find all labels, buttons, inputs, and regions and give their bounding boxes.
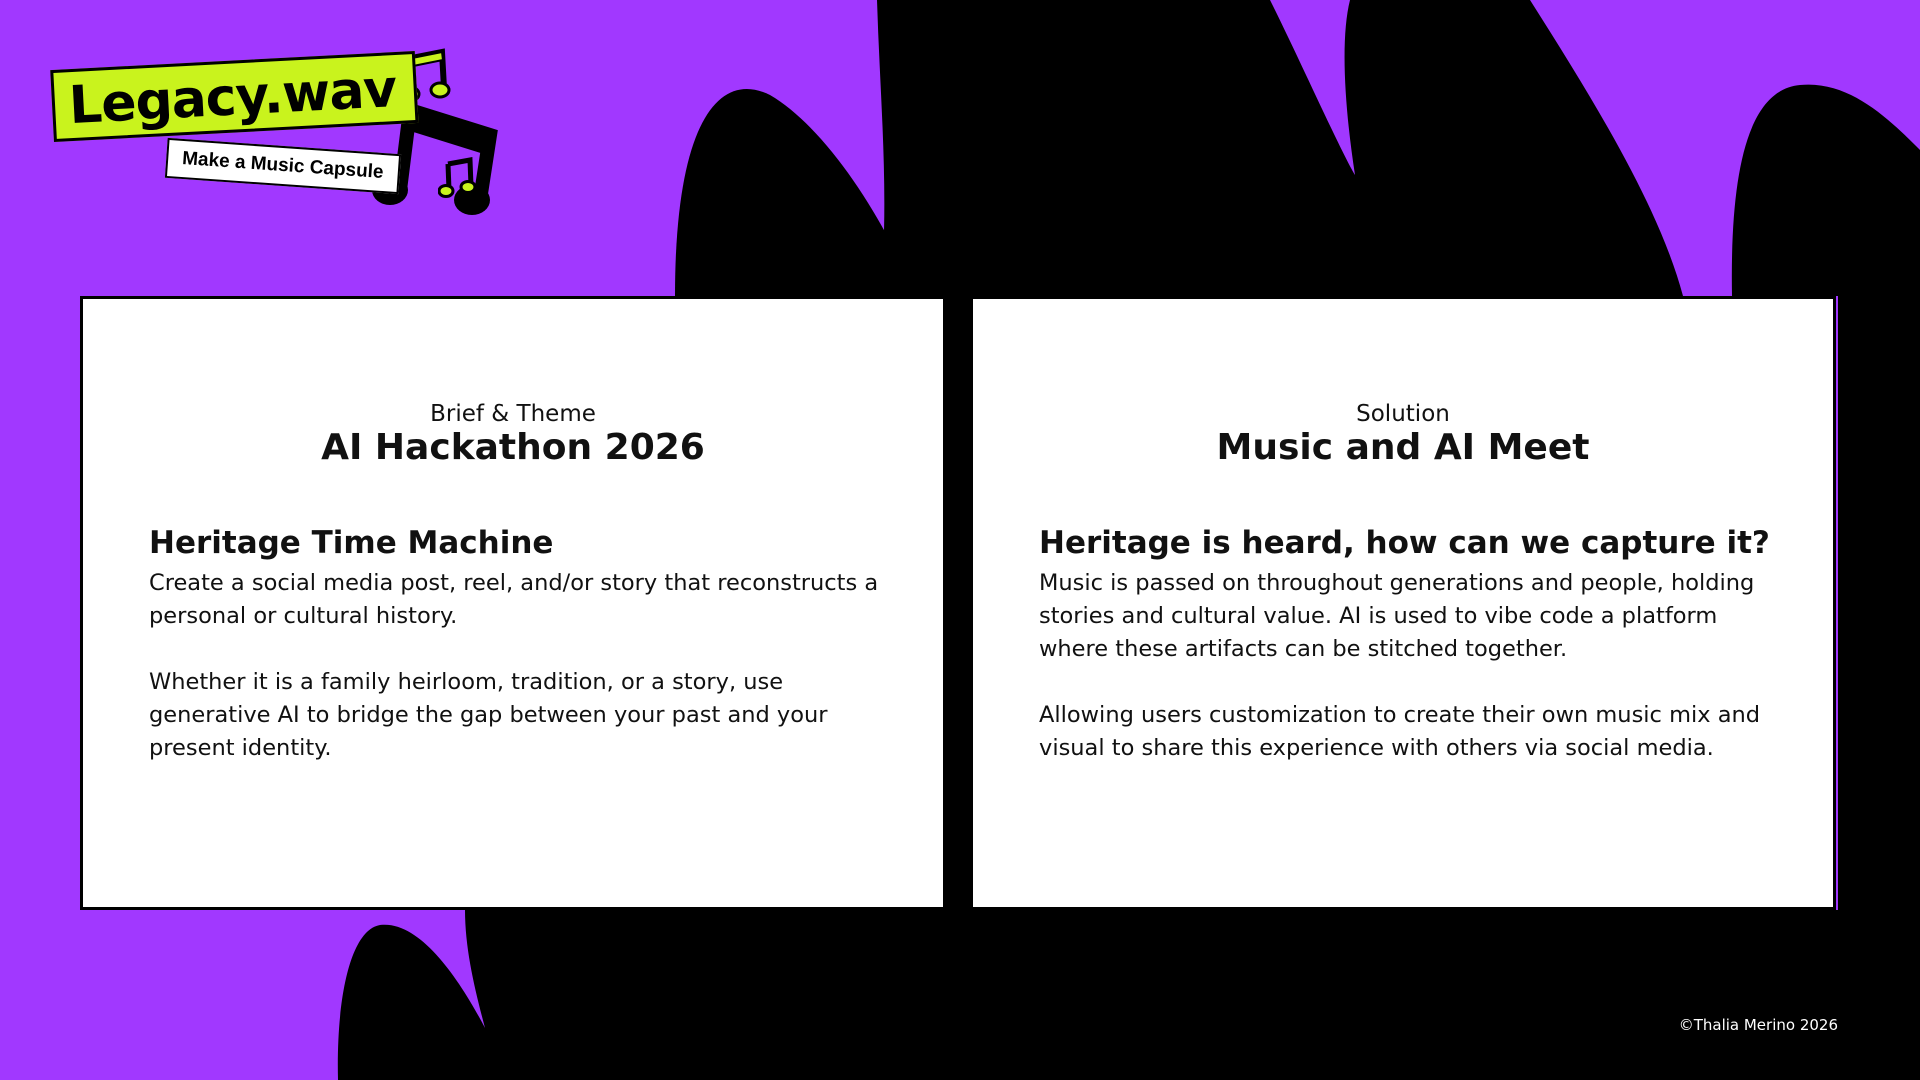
card-title: Music and AI Meet [1216,427,1590,468]
card-heading: Heritage is heard, how can we capture it? [1039,525,1770,561]
card-eyebrow: Brief & Theme [430,401,596,427]
music-note-small-icon [438,156,478,198]
logo [50,40,490,210]
card-body [149,525,889,798]
card-eyebrow: Solution [1356,401,1450,427]
black-shape-bottom [338,910,1920,1080]
card-heading: Heritage Time Machine [149,525,554,561]
copyright-text: ©Thalia Merino 2026 [1678,1016,1838,1034]
card-paragraph: Allowing users customization to create their own music mix and visual to share this experience with others via social media. [1039,702,1761,761]
black-shape-right [1732,85,1920,296]
black-right-edge [1838,296,1920,910]
card-paragraph: Create a social media post, reel, and/or story that reconstructs a personal or cultural history. [149,570,879,629]
logo-subtitle: Make a Music Capsule [181,147,385,184]
black-shape-center [877,0,1683,296]
solution-card [970,296,1836,910]
black-shape-left [675,89,915,296]
logo-title: Legacy.wav [67,59,398,137]
brief-card [80,296,946,910]
card-title: AI Hackathon 2026 [321,427,705,468]
card-paragraph: Whether it is a family heirloom, tradition, or a story, use generative AI to bridge the gap between your past and your present identity. [149,669,828,761]
card-paragraph: Music is passed on throughout generations and people, holding stories and cultural value. AI is used to vibe code a platform where these artifacts can be stitched together. [1039,570,1755,662]
card-body [1039,525,1779,798]
